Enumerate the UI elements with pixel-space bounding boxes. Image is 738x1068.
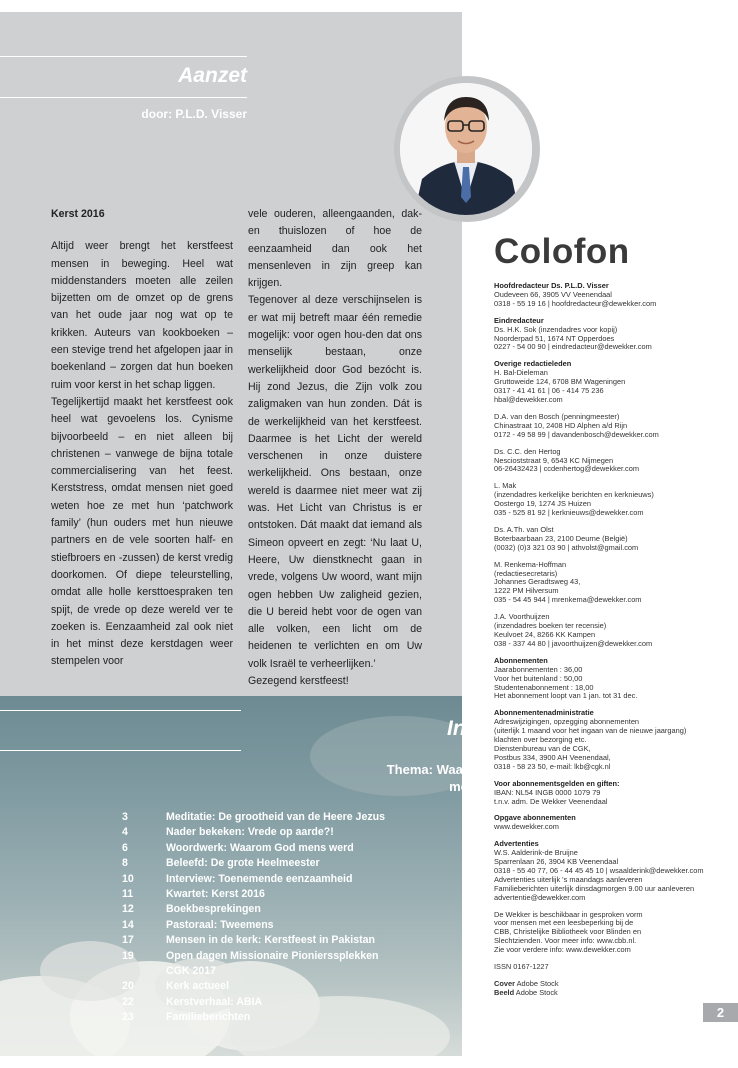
toc-item[interactable] — [118, 872, 418, 887]
colofon-line[interactable]: 0172 - 49 58 99 | davandenbosch@dewekker.com — [494, 429, 659, 439]
toc-item[interactable] — [118, 856, 418, 871]
toc-item[interactable] — [118, 933, 418, 948]
section-title-inhoud: Inhoud — [447, 717, 517, 740]
colofon-line: Keulvoet 24, 8266 KK Kampen — [494, 630, 596, 639]
colofon-section-heading: Opgave abonnementen — [494, 813, 576, 823]
colofon-line: Johannes Geradtsweg 43, — [494, 577, 581, 587]
colofon-line: De Wekker is beschikbaar in gesproken vorm — [494, 909, 643, 919]
colofon-section-heading: Abonnementenadministratie — [494, 708, 594, 718]
toc-page-number: 11 — [122, 888, 134, 901]
title-rule-top — [0, 56, 247, 57]
colofon-line: Gruttoweide 124, 6708 BM Wageningen — [494, 377, 626, 387]
toc-item-title: Pastoraal: Tweemens — [166, 918, 274, 931]
toc-page-number: 10 — [122, 872, 134, 885]
author-photo-icon — [400, 83, 532, 215]
colofon-section-heading: Eindredacteur — [494, 315, 544, 325]
colofon-section-heading: Overige redactieleden — [494, 359, 572, 369]
toc-item[interactable] — [118, 979, 418, 994]
colofon-line: Oostergo 19, 1274 JS Huizen — [494, 499, 591, 509]
toc-item[interactable] — [118, 1010, 418, 1025]
toc-item[interactable] — [118, 964, 418, 979]
colofon-title: Colofon — [494, 232, 630, 271]
toc-item-title: CGK 2017 — [166, 965, 217, 978]
colofon-section — [494, 814, 730, 832]
colofon-line: Oudeveen 66, 3905 VV Veenendaal — [494, 289, 612, 299]
toc-page-number: 22 — [122, 995, 134, 1008]
colofon-line: (inzendadres boeken ter recensie) — [494, 621, 607, 631]
article-paragraph: Tegelijkertijd maakt het kerstfeest ook heel wat gevoelens los. Cynisme bijvoorbeeld – en niet alleen bij christenen – vanwege de bijna totale commercialisering van het feest. Kerststress, omdat mensen niet goed weten hoe ze met hun ‘patchwork family’ (hun ouders met hun nieuwe partners en de vele soorten half- en stiefbroers en -zussen) de kerst vredig doorkomen. Of diepe teleurstelling, omdat alle holle kersttoespraken ten spijt, de vrede op deze wereld ver te zoeken is. Eenzaamheid zal ook niet in het minst deze kerstdagen weer stempelen voor — [51, 395, 233, 668]
colofon-line[interactable]: 035 - 54 45 944 | mrenkema@dewekker.com — [494, 595, 642, 605]
toc-page-number — [118, 964, 166, 979]
toc-item[interactable] — [118, 918, 418, 933]
colofon-section — [494, 561, 730, 606]
colofon-line[interactable]: 06-26432423 | ccdenhertog@dewekker.com — [494, 464, 640, 474]
colofon-line[interactable]: 0318 - 55 19 16 | hoofdredacteur@dewekker.com — [494, 298, 657, 308]
toc-page-number: 12 — [122, 903, 134, 916]
colofon-line: Postbus 334, 3900 AH Veenendaal, — [494, 752, 611, 762]
credit-label: Beeld — [494, 987, 515, 997]
colofon-line: Nescioststraat 9, 6543 KC Nijmegen — [494, 455, 614, 465]
toc-item-title: Interview: Toenemende eenzaamheid — [166, 872, 353, 885]
colofon-section — [494, 911, 730, 956]
article-paragraph: vele ouderen, alleengaanden, dak- en thuislozen of hoe de eenzaamheid dan ook het mensenleven in zijn greep kan krijgen. — [248, 208, 422, 290]
colofon-line[interactable]: advertentie@dewekker.com — [494, 892, 586, 902]
colofon-section — [494, 413, 730, 440]
article-column-left — [51, 206, 233, 671]
colofon-line: Familieberichten uiterlijk dinsdagmorgen 9.00 uur aanleveren — [494, 883, 695, 893]
theme-title: Thema: Waarom God — [386, 762, 517, 777]
colofon-line: Ds. C.C. den Hertog — [494, 446, 561, 456]
colofon-line[interactable]: 0318 - 58 23 50, e-mail: lkb@cgk.nl — [494, 761, 611, 771]
colofon-line: voor mensen met een leesbeperking bij de — [494, 918, 634, 928]
colofon-section — [494, 840, 730, 902]
colofon-line: Noorderpad 51, 1674 NT Opperdoes — [494, 333, 615, 343]
colofon-section — [494, 448, 730, 475]
colofon-section-heading: Voor abonnementsgelden en giften: — [494, 778, 620, 788]
toc-item[interactable] — [118, 810, 418, 825]
colofon-line: M. Renkema-Hoffman — [494, 559, 567, 569]
colofon-line[interactable]: Zie voor verdere info: www.dewekker.com — [494, 945, 631, 955]
colofon-line: (uiterlijk 1 maand voor het ingaan van de nieuwe jaargang) — [494, 726, 687, 736]
toc-item-title: Kwartet: Kerst 2016 — [166, 888, 265, 901]
colofon-section — [494, 360, 730, 405]
colofon-line: CBB, Christelijke Bibliotheek voor Blinden en — [494, 927, 642, 937]
contents-rule-bottom — [0, 750, 241, 751]
section-title-aanzet: Aanzet — [178, 64, 247, 87]
toc-item-title: Boekbesprekingen — [166, 903, 261, 916]
toc-page-number: 6 — [122, 841, 128, 854]
colofon-line: 0317 - 41 41 61 | 06 - 414 75 236 — [494, 386, 604, 396]
toc-page-number: 8 — [122, 857, 128, 870]
toc-item-title: Kerstverhaal: ABIA — [166, 995, 263, 1008]
colofon-line: Studentenabonnement : 18,00 — [494, 682, 594, 692]
colofon-line: Voor het buitenland : 50,00 — [494, 673, 583, 683]
colofon-line[interactable]: 0318 - 55 40 77, 06 - 44 45 45 10 | wsaalderink@dewekker.com — [494, 865, 704, 875]
colofon-line: Ds. A.Th. van Olst — [494, 524, 554, 534]
credit-value: Adobe Stock — [515, 987, 558, 997]
toc-page-number: 14 — [122, 918, 134, 931]
credit-value: Adobe Stock — [516, 979, 559, 988]
credit-label: Cover — [494, 979, 515, 988]
toc-item-title: Kerk actueel — [166, 980, 230, 993]
colofon-line: H. Bal-Dieleman — [494, 368, 548, 378]
colofon-list — [494, 282, 730, 998]
toc-item-title: Woordwerk: Waarom God mens werd — [166, 841, 354, 854]
colofon-line: W.S. Aalderink-de Bruijne — [494, 848, 578, 858]
article-closing: Gezegend kerstfeest! — [248, 675, 349, 688]
toc-item-title: Mensen in de kerk: Kerstfeest in Pakistan — [166, 934, 376, 947]
article-paragraph: Tegenover al deze verschijnselen is er wat mij betreft maar één remedie mogelijk: voor ogen hou-den dat ons menselijk bestaan, onze werkelijkheid door God bezócht is. Hij zond Jezus, die Zijn volk zou zaligmaken van hun zonden. Dát is de werkelijkheid van het kerstfeest. Daarmee is het Licht der wereld verschenen in onze duistere werkelijkheid. Ons bestaan, onze wereld is daarmee niet meer wat zij was. Het Licht van Christus is er ontstoken. Dát maakt dat iemand als Simeon opveert en zegt: ‘Nu laat U, Heere, Uw dienstknecht gaan in vrede, volgens Uw woord, want mijn ogen hebben Uw zaligheid gezien, die U bereid hebt voor de ogen van alle volken, een licht om de heidenen te verlichten en om Uw volk Israël te verheerlijken.’ — [248, 294, 422, 670]
table-of-contents — [118, 810, 418, 1026]
colofon-section — [494, 282, 730, 309]
colofon-line: Chinastraat 10, 2408 HD Alphen a/d Rijn — [494, 420, 628, 430]
colofon-line: Dienstenbureau van de CGK, — [494, 743, 591, 753]
colofon-line: (redactiesecretaris) — [494, 568, 558, 578]
colofon-section — [494, 482, 730, 518]
toc-item[interactable] — [118, 825, 418, 840]
colofon-line: klachten over bezorging etc. — [494, 735, 587, 745]
colofon-section-heading: Advertenties — [494, 839, 539, 849]
colofon-line[interactable]: 0227 - 54 00 90 | eindredacteur@dewekker.com — [494, 342, 652, 352]
theme-title-continued: mens werd — [449, 779, 517, 794]
colofon-line: Sparrenlaan 26, 3904 KB Veenendaal — [494, 857, 619, 867]
colofon-line: Jaarabonnementen : 36,00 — [494, 664, 583, 674]
colofon-line[interactable]: Slechtzienden. Voor meer info: www.cbb.nl. — [494, 936, 637, 946]
credit-line — [494, 989, 730, 998]
colofon-section — [494, 526, 730, 553]
colofon-section — [494, 780, 730, 807]
article-paragraph: Altijd weer brengt het kerstfeest mensen in beweging. Heel wat middenstanders moeten alle zeilen bijzetten om de omzet op de grens van het oude jaar nog wat op te krikken. Auteurs van kookboeken – een stevige trend het afgelopen jaar in boekenland – zorgen dat hun boeken ruim voor kerst in het schap liggen. — [51, 240, 233, 391]
colofon-line: 1222 PM Hilversum — [494, 586, 559, 596]
toc-page-number: 17 — [122, 934, 134, 947]
colofon-line: Advertenties uiterlijk 's maandags aanleveren — [494, 874, 643, 884]
colofon-section — [494, 963, 730, 972]
colofon-line: Ds. H.K. Sok (inzendadres voor kopij) — [494, 324, 618, 334]
toc-item[interactable] — [118, 841, 418, 856]
colofon-line[interactable]: hbal@dewekker.com — [494, 394, 563, 404]
toc-page-number: 19 — [122, 949, 134, 962]
toc-item-title: Beleefd: De grote Heelmeester — [166, 857, 320, 870]
toc-item-title: Nader bekeken: Vrede op aarde?! — [166, 826, 334, 839]
toc-item-title: Familieberichten — [166, 1011, 251, 1024]
toc-item-title: Meditatie: De grootheid van de Heere Jezus — [166, 811, 385, 823]
colofon-line: Het abonnement loopt van 1 jan. tot 31 dec. — [494, 691, 638, 701]
title-rule-bottom — [0, 97, 247, 98]
colofon-line: Boterbaarbaan 23, 2100 Deurne (België) — [494, 533, 628, 543]
toc-item[interactable] — [118, 887, 418, 902]
toc-item[interactable] — [118, 949, 418, 964]
page-number: 2 — [703, 1003, 738, 1022]
colofon-section-heading: Abonnementen — [494, 655, 548, 665]
colofon-section — [494, 317, 730, 353]
author-portrait — [400, 83, 532, 215]
colofon-line[interactable]: 035 - 525 81 92 | kerknieuws@dewekker.com — [494, 508, 644, 518]
colofon-line[interactable]: 038 - 337 44 80 | javoorthuijzen@dewekker.com — [494, 638, 653, 648]
toc-page-number: 20 — [122, 980, 134, 993]
colofon-line: D.A. van den Bosch (penningmeester) — [494, 411, 620, 421]
colofon-section — [494, 613, 730, 649]
article-heading: Kerst 2016 — [51, 208, 105, 220]
toc-item[interactable] — [118, 995, 418, 1010]
colofon-line: Adreswijzigingen, opzegging abonnementen — [494, 717, 640, 727]
colofon-line: IBAN: NL54 INGB 0000 1079 79 — [494, 787, 601, 797]
issn: ISSN 0167-1227 — [494, 962, 549, 972]
toc-page-number: 4 — [122, 826, 128, 839]
article-author: door: P.L.D. Visser — [141, 107, 247, 121]
toc-item[interactable] — [118, 902, 418, 917]
toc-page-number: 3 — [122, 811, 128, 823]
colofon-line: J.A. Voorthuijzen — [494, 612, 550, 622]
colofon-line[interactable]: (0032) (0)3 321 03 90 | athvolst@gmail.com — [494, 542, 639, 552]
contents-rule-top — [0, 710, 241, 711]
article-column-right — [248, 206, 422, 690]
toc-page-number: 23 — [122, 1011, 134, 1024]
colofon-line: L. Mak — [494, 481, 517, 491]
colofon-section — [494, 709, 730, 771]
colofon-section — [494, 657, 730, 702]
colofon-line: t.n.v. adm. De Wekker Veenendaal — [494, 796, 608, 806]
colofon-section-heading: Hoofdredacteur Ds. P.L.D. Visser — [494, 281, 609, 290]
colofon-line: (inzendadres kerkelijke berichten en kerknieuws) — [494, 490, 654, 500]
colofon-link[interactable]: www.dewekker.com — [494, 822, 559, 832]
toc-item-title: Open dagen Missionaire Pionierssplekken — [166, 949, 379, 962]
